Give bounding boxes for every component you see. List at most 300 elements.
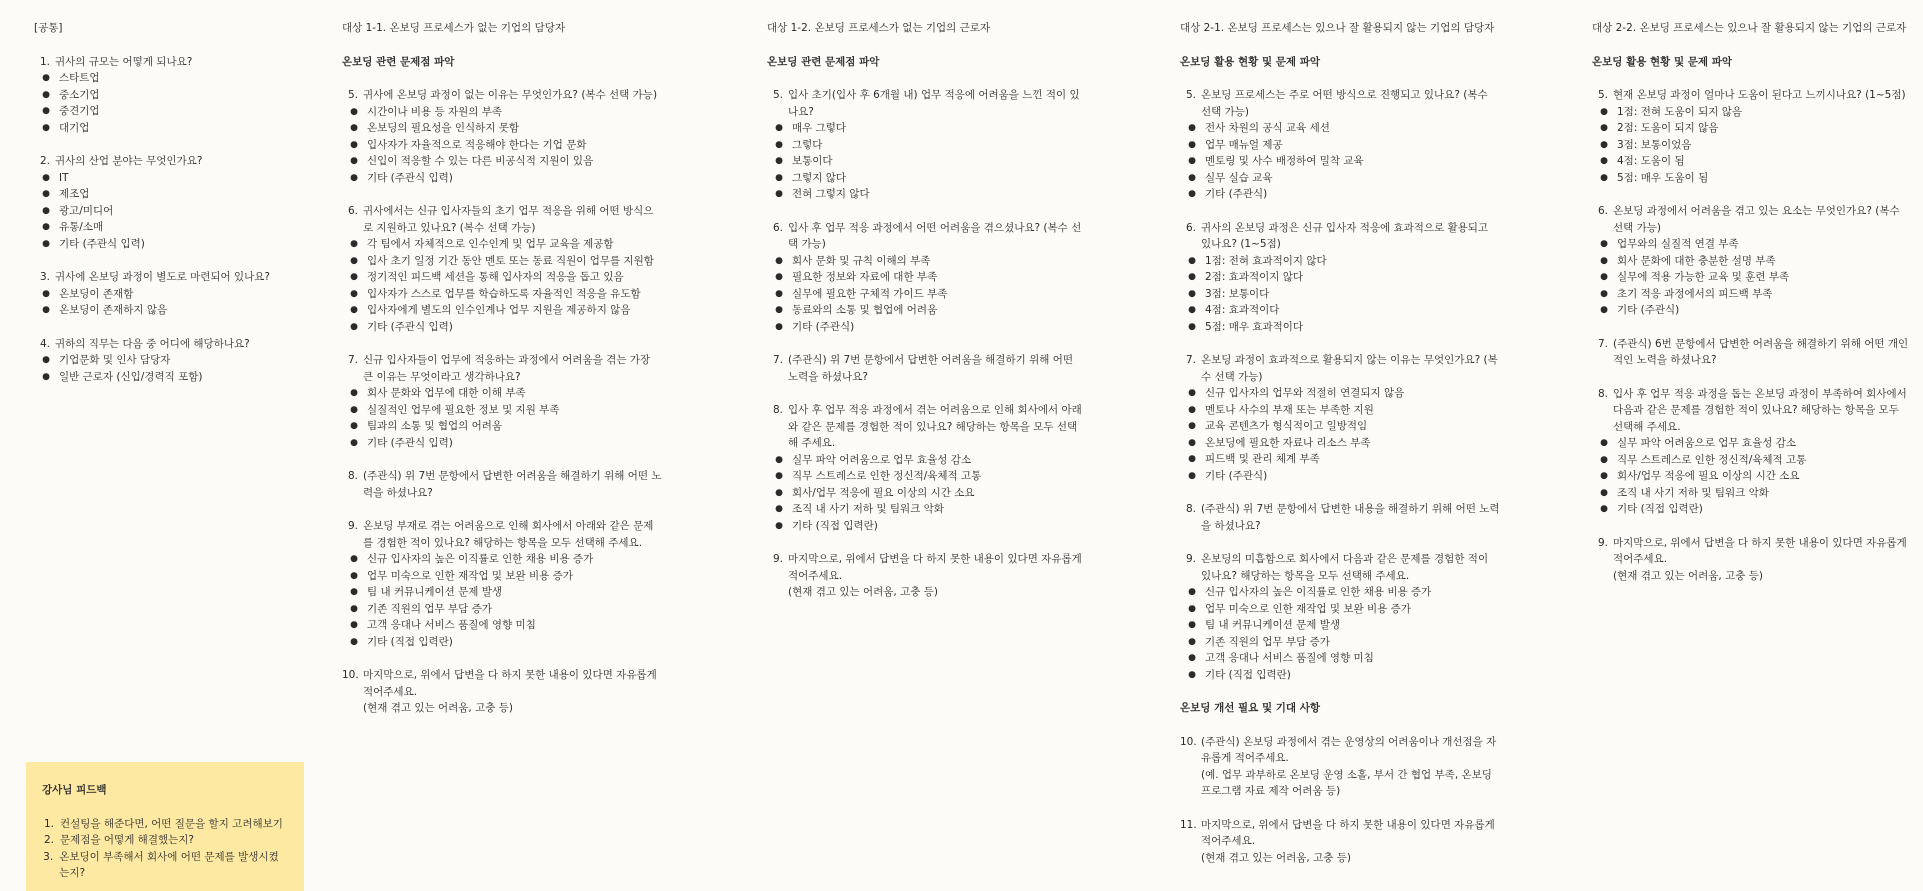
bullet-icon: ● (350, 388, 358, 398)
question-number: 9. (772, 553, 783, 565)
answer-option (767, 137, 1082, 154)
answer-option (1180, 451, 1500, 468)
option-label: 멘토링 및 사수 배정하여 밀착 교육 (1205, 155, 1364, 167)
question-number: 6. (1185, 221, 1196, 234)
question-heading (342, 87, 662, 104)
option-label: 스타트업 (59, 72, 100, 84)
question-number: 5. (347, 89, 358, 101)
question-number: 4. (39, 337, 50, 350)
survey-question (34, 269, 289, 319)
survey-question (1180, 734, 1500, 800)
answer-option (1592, 269, 1910, 286)
option-label: 그렇다 (792, 138, 823, 151)
question-heading (1180, 220, 1500, 253)
question-text: (주관식) 6번 문항에서 답변한 어려움을 해결하기 위해 어떤 개인적인 노력을 하셨나요? (1613, 337, 1909, 366)
answer-option (342, 104, 662, 121)
question-heading (1180, 551, 1500, 584)
survey-question (1180, 501, 1500, 534)
question-heading (34, 153, 289, 170)
bullet-icon: ● (775, 487, 783, 498)
option-list (767, 253, 1082, 336)
option-label: 각 팀에서 자체적으로 인수인계 및 업무 교육을 제공함 (367, 238, 614, 250)
bullet-icon: ● (1600, 305, 1608, 315)
answer-option (1180, 385, 1500, 402)
option-label: 회사/업무 적응에 필요 이상의 시간 소요 (1617, 470, 1800, 482)
question-list (342, 87, 662, 717)
bullet-icon: ● (350, 123, 358, 133)
question-text: 온보딩 과정에서 어려움을 겪고 있는 요소는 무엇인가요? (복수 선택 가능) (1613, 205, 1900, 234)
answer-option (342, 269, 662, 286)
answer-option (1180, 468, 1500, 485)
option-label: 실무에 필요한 구체적 가이드 부족 (792, 287, 948, 300)
question-text: (주관식) 위 7번 문항에서 답변한 어려움을 해결하기 위해 어떤 노력을 하셨나요? (788, 354, 1074, 383)
bullet-icon: ● (1600, 438, 1608, 448)
question-heading (767, 352, 1082, 385)
question-number: 8. (347, 470, 358, 482)
question-number: 9. (1597, 536, 1608, 549)
option-label: 신규 입사자의 높은 이직률로 인한 채용 비용 증가 (367, 553, 594, 565)
survey-question (1592, 336, 1910, 369)
option-label: 기타 (주관식 입력) (367, 320, 453, 333)
bullet-icon: ● (350, 156, 358, 166)
answer-option (342, 634, 662, 651)
option-list (34, 352, 289, 385)
option-label: 기타 (주관식) (792, 320, 855, 333)
option-label: 중소기업 (59, 88, 100, 101)
answer-option (342, 385, 662, 402)
question-text: (주관식) 온보딩 과정에서 겪는 운영상의 어려움이나 개선점을 자유롭게 적어주세요. (1201, 735, 1497, 764)
option-label: 광고/미디어 (59, 204, 114, 217)
option-label: 팀 내 커뮤니케이션 문제 발생 (367, 586, 503, 598)
question-number: 9. (1185, 553, 1196, 565)
option-list (767, 584, 1082, 601)
question-list (1592, 87, 1910, 584)
option-label: 온보딩의 필요성을 인식하지 못함 (367, 122, 520, 134)
bullet-icon: ● (350, 570, 358, 581)
bullet-icon: ● (350, 620, 358, 630)
answer-option (767, 468, 1082, 485)
option-label: 동료와의 소통 및 협업에 어려움 (792, 304, 938, 316)
section-title: 온보딩 활용 현황 및 문제 파악 (1180, 55, 1320, 68)
bullet-icon: ● (1188, 669, 1196, 680)
column-header: 대상 2-2. 온보딩 프로세스는 있으나 잘 활용되지 않는 기업의 근로자 (1592, 22, 1907, 34)
bullet-icon: ● (350, 321, 358, 332)
question-note: (현재 겪고 있는 어려움, 고충 등) (363, 702, 513, 714)
answer-option (34, 352, 289, 369)
option-list (342, 551, 662, 650)
question-heading (34, 336, 289, 353)
bullet-icon: ● (350, 603, 358, 614)
bullet-icon: ● (1600, 255, 1608, 266)
option-list (1592, 104, 1910, 187)
bullet-icon: ● (1188, 172, 1196, 183)
question-heading (1592, 535, 1910, 568)
option-label: 회사 문화에 대한 충분한 설명 부족 (1617, 254, 1776, 267)
question-text: (주관식) 위 7번 문항에서 답변한 내용을 해결하기 위해 어떤 노력을 하셨나요? (1201, 503, 1500, 532)
survey-question (342, 518, 662, 650)
bullet-icon: ● (775, 305, 783, 315)
survey-question (342, 468, 662, 501)
option-label: 시간이나 비용 등 자원의 부족 (367, 105, 503, 118)
question-heading (1180, 734, 1500, 767)
question-text: 귀사에서는 신규 입사자들의 초기 업무 적응을 위해 어떤 방식으로 지원하고 있나요? (복수 선택 가능) (363, 205, 654, 234)
answer-option (34, 203, 289, 220)
answer-option (1180, 634, 1500, 651)
option-list (767, 120, 1082, 203)
answer-option (342, 137, 662, 154)
answer-option (342, 402, 662, 419)
question-heading (1592, 336, 1910, 369)
survey-question (1592, 386, 1910, 518)
option-list (1592, 236, 1910, 319)
question-heading (1180, 87, 1500, 120)
option-label: 4점: 도움이 됨 (1617, 155, 1685, 167)
question-text: 온보딩 부재로 겪는 어려움으로 인해 회사에서 아래와 같은 문제를 경험한 적이 있나요? 해당하는 항목을 모두 선택해 주세요. (363, 520, 654, 549)
question-number: 6. (1597, 205, 1608, 217)
question-number: 8. (1185, 503, 1196, 515)
option-label: 필요한 정보와 자료에 대한 부족 (792, 271, 938, 283)
answer-option (1592, 153, 1910, 170)
answer-option (767, 253, 1082, 270)
option-list (34, 286, 289, 319)
bullet-icon: ● (775, 272, 783, 282)
answer-option (767, 269, 1082, 286)
question-number: 11. (1180, 818, 1197, 831)
answer-option (1180, 584, 1500, 601)
question-text: 온보딩 과정이 효과적으로 활용되지 않는 이유는 무엇인가요? (복수 선택 가능) (1201, 354, 1498, 383)
answer-option (767, 501, 1082, 518)
survey-question (1180, 87, 1500, 203)
column-header: 대상 1-1. 온보딩 프로세스가 없는 기업의 담당자 (342, 22, 566, 34)
answer-option (1592, 468, 1910, 485)
bullet-icon: ● (42, 106, 50, 116)
target-2-1-column (1180, 20, 1500, 883)
bullet-icon: ● (1600, 487, 1608, 498)
answer-option (342, 568, 662, 585)
bullet-icon: ● (350, 239, 358, 249)
option-label: 교육 콘텐츠가 형식적이고 일방적임 (1205, 420, 1368, 432)
answer-option (34, 186, 289, 203)
bullet-icon: ● (350, 172, 358, 183)
bullet-icon: ● (1188, 321, 1196, 332)
bullet-icon: ● (1188, 437, 1196, 448)
answer-option (767, 302, 1082, 319)
bullet-icon: ● (350, 437, 358, 448)
question-list (1180, 87, 1500, 683)
survey-question (767, 402, 1082, 534)
option-list (342, 236, 662, 335)
survey-question (34, 336, 289, 386)
question-heading (767, 220, 1082, 253)
option-label: 중견기업 (59, 105, 100, 117)
bullet-icon: ● (1188, 272, 1196, 282)
survey-question (342, 667, 662, 717)
option-label: 조직 내 사기 저하 및 팀워크 악화 (1617, 486, 1769, 499)
bullet-icon: ● (1188, 139, 1196, 150)
bullet-icon: ● (42, 205, 50, 216)
bullet-icon: ● (42, 288, 50, 299)
option-list (342, 700, 662, 717)
question-heading (1592, 203, 1910, 236)
option-label: 제조업 (59, 188, 90, 200)
option-label: 팀 내 커뮤니케이션 문제 발생 (1205, 619, 1341, 631)
bullet-icon: ● (42, 172, 50, 183)
survey-question (1180, 551, 1500, 683)
answer-option (1180, 170, 1500, 187)
option-label: 기업문화 및 인사 담당자 (59, 354, 171, 366)
answer-option (1180, 253, 1500, 270)
answer-option (1592, 452, 1910, 469)
bullet-icon: ● (1600, 123, 1608, 133)
answer-option (1592, 170, 1910, 187)
target-1-2-column (767, 20, 1082, 618)
answer-option (342, 236, 662, 253)
question-text: 입사 후 업무 적응 과정에서 겪는 어려움으로 인해 회사에서 아래와 같은 문제를 경험한 적이 있나요? 해당하는 항목을 모두 선택해 주세요. (788, 404, 1082, 449)
bullet-icon: ● (775, 504, 783, 514)
feedback-item: 1. 컨설팅을 해준다면, 어떤 질문을 할지 고려해보기 (43, 817, 283, 830)
bullet-icon: ● (1188, 470, 1196, 481)
answer-option (342, 286, 662, 303)
option-label: 실무 실습 교육 (1205, 171, 1273, 184)
answer-option (34, 70, 289, 87)
answer-option (1592, 286, 1910, 303)
question-note: (현재 겪고 있는 어려움, 고충 등) (1201, 851, 1351, 864)
answer-option (34, 236, 289, 253)
common-questions-column (34, 20, 289, 402)
bullet-icon: ● (1600, 504, 1608, 514)
bullet-icon: ● (775, 156, 783, 166)
option-label: 기타 (주관식 입력) (367, 171, 453, 184)
question-heading (342, 667, 662, 700)
bullet-icon: ● (350, 554, 358, 564)
option-label: 조직 내 사기 저하 및 팀워크 악화 (792, 503, 944, 515)
feedback-list (42, 816, 288, 882)
question-number: 7. (347, 354, 358, 366)
answer-option (1180, 402, 1500, 419)
bullet-icon: ● (350, 636, 358, 647)
answer-option (1592, 137, 1910, 154)
bullet-icon: ● (1188, 123, 1196, 133)
survey-question (342, 352, 662, 451)
question-number: 6. (772, 221, 783, 234)
option-list (1180, 120, 1500, 203)
option-label: 기타 (주관식) (1205, 188, 1268, 200)
answer-option (34, 120, 289, 137)
option-label: 기타 (주관식) (1205, 469, 1268, 482)
section-title: 온보딩 개선 필요 및 기대 사항 (1180, 702, 1320, 714)
survey-question (342, 203, 662, 335)
bullet-icon: ● (1600, 272, 1608, 282)
question-heading (767, 87, 1082, 120)
bullet-icon: ● (1188, 587, 1196, 597)
answer-option (767, 485, 1082, 502)
survey-question (1180, 220, 1500, 336)
answer-option (767, 186, 1082, 203)
question-heading (342, 352, 662, 385)
bullet-icon: ● (350, 587, 358, 597)
option-list (1180, 850, 1500, 867)
bullet-icon: ● (775, 321, 783, 332)
question-heading (1180, 501, 1500, 534)
option-label: 정기적인 피드백 세션을 통해 입사자의 적응을 돕고 있음 (367, 271, 624, 283)
answer-option (34, 302, 289, 319)
option-label: 입사자가 스스로 업무를 학습하도록 자율적인 적응을 유도함 (367, 287, 641, 300)
answer-option (1592, 120, 1910, 137)
answer-option (1180, 120, 1500, 137)
option-label: 기타 (주관식 입력) (59, 237, 145, 250)
answer-option (1592, 253, 1910, 270)
question-note: (현재 겪고 있는 어려움, 고충 등) (788, 586, 938, 598)
bullet-icon: ● (775, 189, 783, 199)
option-label: 온보딩에 필요한 자료나 리소스 부족 (1205, 436, 1371, 449)
option-label: 5점: 매우 도움이 됨 (1617, 171, 1709, 184)
target-2-2-column (1592, 20, 1910, 601)
option-list (1180, 385, 1500, 484)
survey-question (1592, 87, 1910, 186)
question-text: 온보딩의 미흡함으로 회사에서 다음과 같은 문제를 경험한 적이 있나요? 해당하는 항목을 모두 선택해 주세요. (1201, 553, 1489, 582)
survey-question (34, 54, 289, 137)
bullet-icon: ● (1600, 139, 1608, 150)
question-number: 3. (39, 271, 50, 283)
answer-option (1180, 418, 1500, 435)
bullet-icon: ● (1600, 471, 1608, 481)
option-label: 매우 그렇다 (792, 122, 847, 134)
answer-option (34, 170, 289, 187)
option-label: 기타 (주관식 입력) (367, 436, 453, 449)
option-label: 업무 미숙으로 인한 재작업 및 보완 비용 증가 (1205, 602, 1411, 615)
answer-option (1180, 186, 1500, 203)
column-header: 대상 1-2. 온보딩 프로세스가 없는 기업의 근로자 (767, 22, 991, 34)
question-number: 10. (1180, 735, 1197, 748)
answer-option (342, 418, 662, 435)
answer-option (767, 452, 1082, 469)
question-heading (34, 54, 289, 71)
question-heading (1180, 352, 1500, 385)
question-number: 2. (39, 155, 50, 167)
answer-option (1180, 667, 1500, 684)
answer-option (342, 253, 662, 270)
answer-option (34, 87, 289, 104)
option-label: 고객 응대나 서비스 품질에 영향 미침 (1205, 652, 1374, 664)
column-header: [공통] (34, 22, 63, 34)
option-label: 회사 문화 및 규칙 이해의 부족 (792, 254, 931, 267)
instructor-feedback-note[interactable] (26, 762, 304, 891)
question-text: 마지막으로, 위에서 답변을 다 하지 못한 내용이 있다면 자유롭게 적어주세요. (788, 553, 1082, 582)
survey-question (342, 87, 662, 186)
option-list (34, 170, 289, 253)
answer-option (1180, 286, 1500, 303)
question-text: 귀사의 산업 분야는 무엇인가요? (55, 155, 203, 167)
survey-question (767, 352, 1082, 385)
option-label: 직무 스트레스로 인한 정신적/육체적 고통 (792, 470, 982, 482)
question-heading (342, 518, 662, 551)
answer-option (767, 170, 1082, 187)
question-number: 8. (772, 404, 783, 416)
answer-option (1180, 617, 1500, 634)
question-text: (주관식) 위 7번 문항에서 답변한 어려움을 해결하기 위해 어떤 노력을 하셨나요? (363, 470, 662, 499)
option-label: 2점: 효과적이지 않다 (1205, 271, 1304, 283)
answer-option (1180, 650, 1500, 667)
answer-option (1180, 435, 1500, 452)
bullet-icon: ● (1188, 620, 1196, 630)
question-text: 귀사의 규모는 어떻게 되나요? (55, 55, 193, 68)
bullet-icon: ● (775, 123, 783, 133)
option-label: 회사/업무 적응에 필요 이상의 시간 소요 (792, 486, 975, 499)
answer-option (342, 302, 662, 319)
option-label: 실무 파악 어려움으로 업무 효율성 감소 (792, 453, 971, 466)
answer-option (1592, 501, 1910, 518)
option-label: 기타 (직접 입력란) (367, 635, 453, 648)
question-heading (342, 468, 662, 501)
question-number: 5. (1185, 89, 1196, 101)
question-text: 입사 후 업무 적응 과정에서 어떤 어려움을 겪으셨나요? (복수 선택 가능) (788, 221, 1082, 250)
option-label: 보통이다 (792, 155, 833, 167)
option-label: 기타 (직접 입력란) (792, 519, 878, 532)
column-header: 대상 2-1. 온보딩 프로세스는 있으나 잘 활용되지 않는 기업의 담당자 (1180, 22, 1495, 34)
option-label: 온보딩이 존재하지 않음 (59, 304, 168, 316)
answer-option (1592, 302, 1910, 319)
bullet-icon: ● (1188, 454, 1196, 464)
bullet-icon: ● (775, 255, 783, 266)
option-label: 기존 직원의 업무 부담 증가 (1205, 635, 1330, 648)
survey-question (767, 87, 1082, 203)
option-label: 신규 입사자의 업무와 적절히 연결되지 않음 (1205, 387, 1405, 399)
survey-question (1592, 535, 1910, 585)
question-note: (예. 업무 과부하로 온보딩 운영 소홀, 부서 간 협업 부족, 온보딩 프로그램 자료 제작 어려움 등) (1201, 768, 1492, 797)
option-label: 기타 (직접 입력란) (1205, 668, 1291, 681)
question-number: 6. (347, 205, 358, 217)
question-text: 귀사의 온보딩 과정은 신규 입사자 적응에 효과적으로 활용되고 있나요? (1~5점) (1201, 221, 1489, 250)
section-title: 온보딩 활용 현황 및 문제 파악 (1592, 55, 1732, 68)
bullet-icon: ● (42, 371, 50, 382)
survey-question (34, 153, 289, 252)
bullet-icon: ● (42, 189, 50, 199)
answer-option (767, 120, 1082, 137)
question-heading (767, 402, 1082, 452)
question-text: 현재 온보딩 과정이 얼마나 도움이 된다고 느끼시나요? (1~5점) (1613, 89, 1906, 101)
option-label: 입사자가 자율적으로 적응해야 한다는 기업 문화 (367, 138, 587, 151)
option-label: 전혀 그렇지 않다 (792, 188, 870, 200)
answer-option (767, 518, 1082, 535)
bullet-icon: ● (350, 272, 358, 282)
option-label: 4점: 효과적이다 (1205, 304, 1280, 316)
option-list (1180, 767, 1500, 800)
option-label: 업무 매뉴얼 제공 (1205, 138, 1283, 151)
bullet-icon: ● (350, 404, 358, 415)
option-list (342, 385, 662, 451)
answer-option (34, 286, 289, 303)
option-list (1592, 435, 1910, 518)
bullet-icon: ● (1600, 156, 1608, 166)
option-label: 전사 차원의 공식 교육 세션 (1205, 122, 1330, 134)
bullet-icon: ● (775, 288, 783, 299)
option-list (1592, 568, 1910, 585)
question-text: 마지막으로, 위에서 답변을 다 하지 못한 내용이 있다면 자유롭게 적어주세요. (1201, 818, 1495, 847)
bullet-icon: ● (1188, 388, 1196, 398)
question-number: 5. (1597, 89, 1608, 101)
bullet-icon: ● (350, 305, 358, 315)
answer-option (1592, 435, 1910, 452)
section-title: 온보딩 관련 문제점 파악 (767, 55, 880, 68)
survey-question (1592, 203, 1910, 319)
option-label: 팀과의 소통 및 협업의 어려움 (367, 420, 503, 432)
survey-question (767, 551, 1082, 601)
bullet-icon: ● (350, 421, 358, 431)
section-title: 온보딩 관련 문제점 파악 (342, 55, 455, 68)
option-list (767, 452, 1082, 535)
bullet-icon: ● (42, 305, 50, 315)
question-text: 마지막으로, 위에서 답변을 다 하지 못한 내용이 있다면 자유롭게 적어주세요. (1613, 536, 1907, 565)
